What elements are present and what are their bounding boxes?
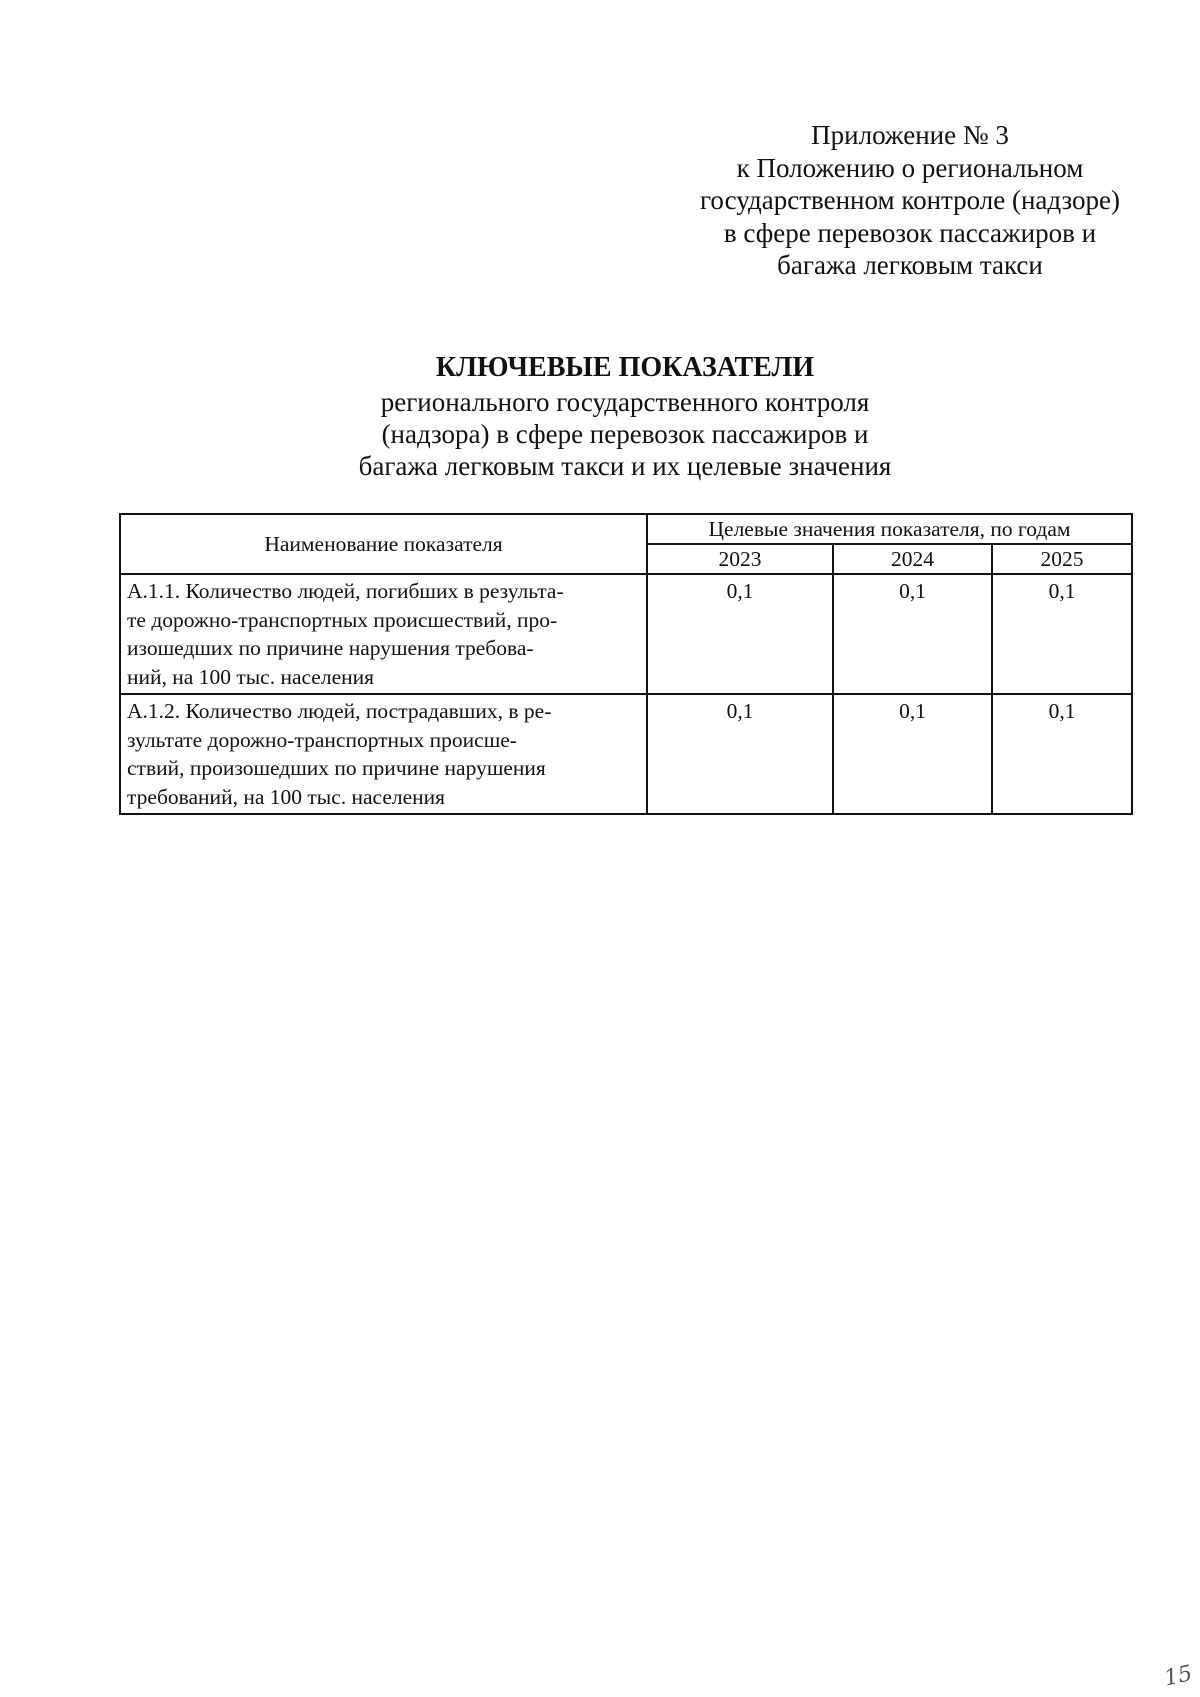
target-value-cell: 0,1 [647,694,833,814]
header-indicator-name: Наименование показателя [120,514,647,574]
target-value-cell: 0,1 [647,574,833,694]
indicator-name-line: зультате дорожно-транспортных происше- [127,727,517,752]
header-year: 2025 [992,544,1132,574]
indicators-table [119,513,1133,815]
indicator-name-line: ний, на 100 тыс. населения [127,664,375,689]
header-target-values: Целевые значения показателя, по годам [647,514,1132,544]
indicator-name-line: А.1.1. Количество людей, погибших в результа- [127,579,564,603]
appendix-reference [680,119,1140,282]
indicator-name-line: ствий, произошедших по причине нарушения [127,756,546,780]
indicator-name-cell [120,694,647,814]
indicator-name-line: те дорожно-транспортных происшествий, про- [127,607,558,632]
table-row [120,694,1132,814]
appendix-line: к Положению о региональном [736,152,1084,183]
indicator-name-cell [120,574,647,694]
document-subtitle-line: (надзора) в сфере перевозок пассажиров и [381,419,869,449]
document-title: КЛЮЧЕВЫЕ ПОКАЗАТЕЛИ [435,352,815,383]
appendix-line: в сфере перевозок пассажиров и [723,217,1097,248]
target-value-cell: 0,1 [833,694,992,814]
target-value-cell: 0,1 [833,574,992,694]
appendix-line: Приложение № 3 [811,120,1009,150]
document-subtitle-line: багажа легковым такси и их целевые значения [358,451,892,481]
header-year: 2023 [647,544,833,574]
document-heading [250,350,1000,482]
page-number: 15 [1162,1661,1195,1692]
indicator-name-line: А.1.2. Количество людей, пострадавших, в ре- [127,699,552,723]
indicator-name-line: требований, на 100 тыс. населения [127,784,446,809]
table-row [120,574,1132,694]
table-header-row [120,514,1132,544]
appendix-line: багажа легковым такси [777,250,1043,280]
header-year: 2024 [833,544,992,574]
appendix-line: государственном контроле (надзоре) [700,185,1120,215]
target-value-cell: 0,1 [992,574,1132,694]
document-subtitle-line: регионального государственного контроля [380,387,870,417]
target-value-cell: 0,1 [992,694,1132,814]
indicator-name-line: изошедших по причине нарушения требова- [127,636,534,660]
